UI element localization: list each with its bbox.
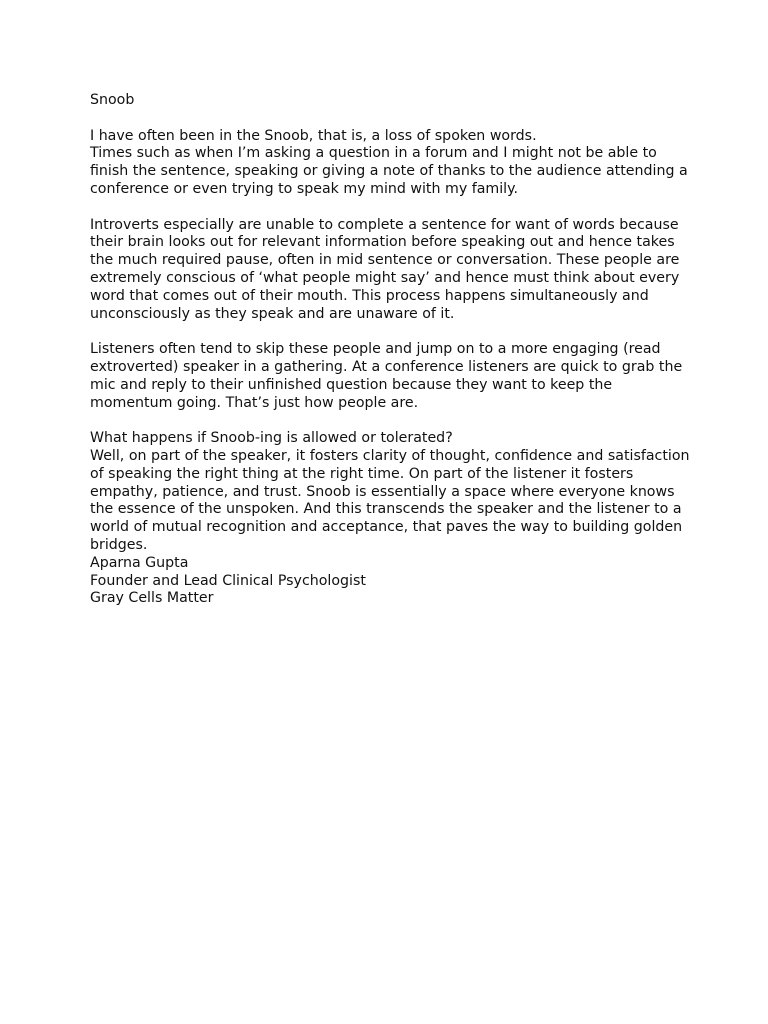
document-page [90, 92, 690, 608]
text-line: extroverted) speaker in a gathering. At a conference listeners are quick to grab the [90, 358, 683, 375]
author-role: Founder and Lead Clinical Psychologist [90, 572, 366, 589]
text-line: I have often been in the Snoob, that is, a loss of spoken words. [90, 127, 537, 144]
paragraph-intro [90, 128, 690, 199]
text-line: Introverts especially are unable to complete a sentence for want of words because [90, 216, 679, 233]
text-line: world of mutual recognition and acceptance, that paves the way to building golden [90, 519, 683, 536]
text-line: of speaking the right thing at the right time. On part of the listener it fosters [90, 465, 634, 482]
text-line: word that comes out of their mouth. This process happens simultaneously and [90, 287, 649, 304]
author-name: Aparna Gupta [90, 554, 189, 571]
text-line: conference or even trying to speak my mind with my family. [90, 180, 518, 197]
text-line: mic and reply to their unfinished question because they want to keep the [90, 376, 613, 393]
text-line: momentum going. That’s just how people are. [90, 394, 419, 411]
paragraph-introverts [90, 217, 690, 324]
text-line: the much required pause, often in mid sentence or conversation. These people are [90, 252, 680, 269]
text-line: the essence of the unspoken. And this transcends the speaker and the listener to a [90, 501, 682, 518]
paragraph-spacer [90, 199, 690, 217]
text-line: empathy, patience, and trust. Snoob is essentially a space where everyone knows [90, 483, 675, 500]
text-line: Well, on part of the speaker, it fosters clarity of thought, confidence and satisfaction [90, 447, 690, 464]
text-line: bridges. [90, 536, 148, 553]
organization-name: Gray Cells Matter [90, 590, 214, 607]
document-title: Snoob [90, 92, 135, 108]
text-line: Listeners often tend to skip these people and jump on to a more engaging (read [90, 341, 661, 358]
text-line: their brain looks out for relevant information before speaking out and hence takes [90, 234, 675, 251]
text-line: unconsciously as they speak and are unaware of it. [90, 305, 455, 322]
paragraph-spacer [90, 412, 690, 430]
paragraph-listeners [90, 341, 690, 412]
text-line: finish the sentence, speaking or giving a note of thanks to the audience attending a [90, 163, 688, 180]
paragraph-spacer [90, 110, 690, 128]
text-line: Times such as when I’m asking a question in a forum and I might not be able to [90, 145, 657, 162]
text-line: What happens if Snoob-ing is allowed or tolerated? [90, 430, 453, 447]
paragraph-spacer [90, 323, 690, 341]
paragraph-conclusion [90, 430, 690, 608]
text-line: extremely conscious of ‘what people might say’ and hence must think about every [90, 269, 680, 286]
